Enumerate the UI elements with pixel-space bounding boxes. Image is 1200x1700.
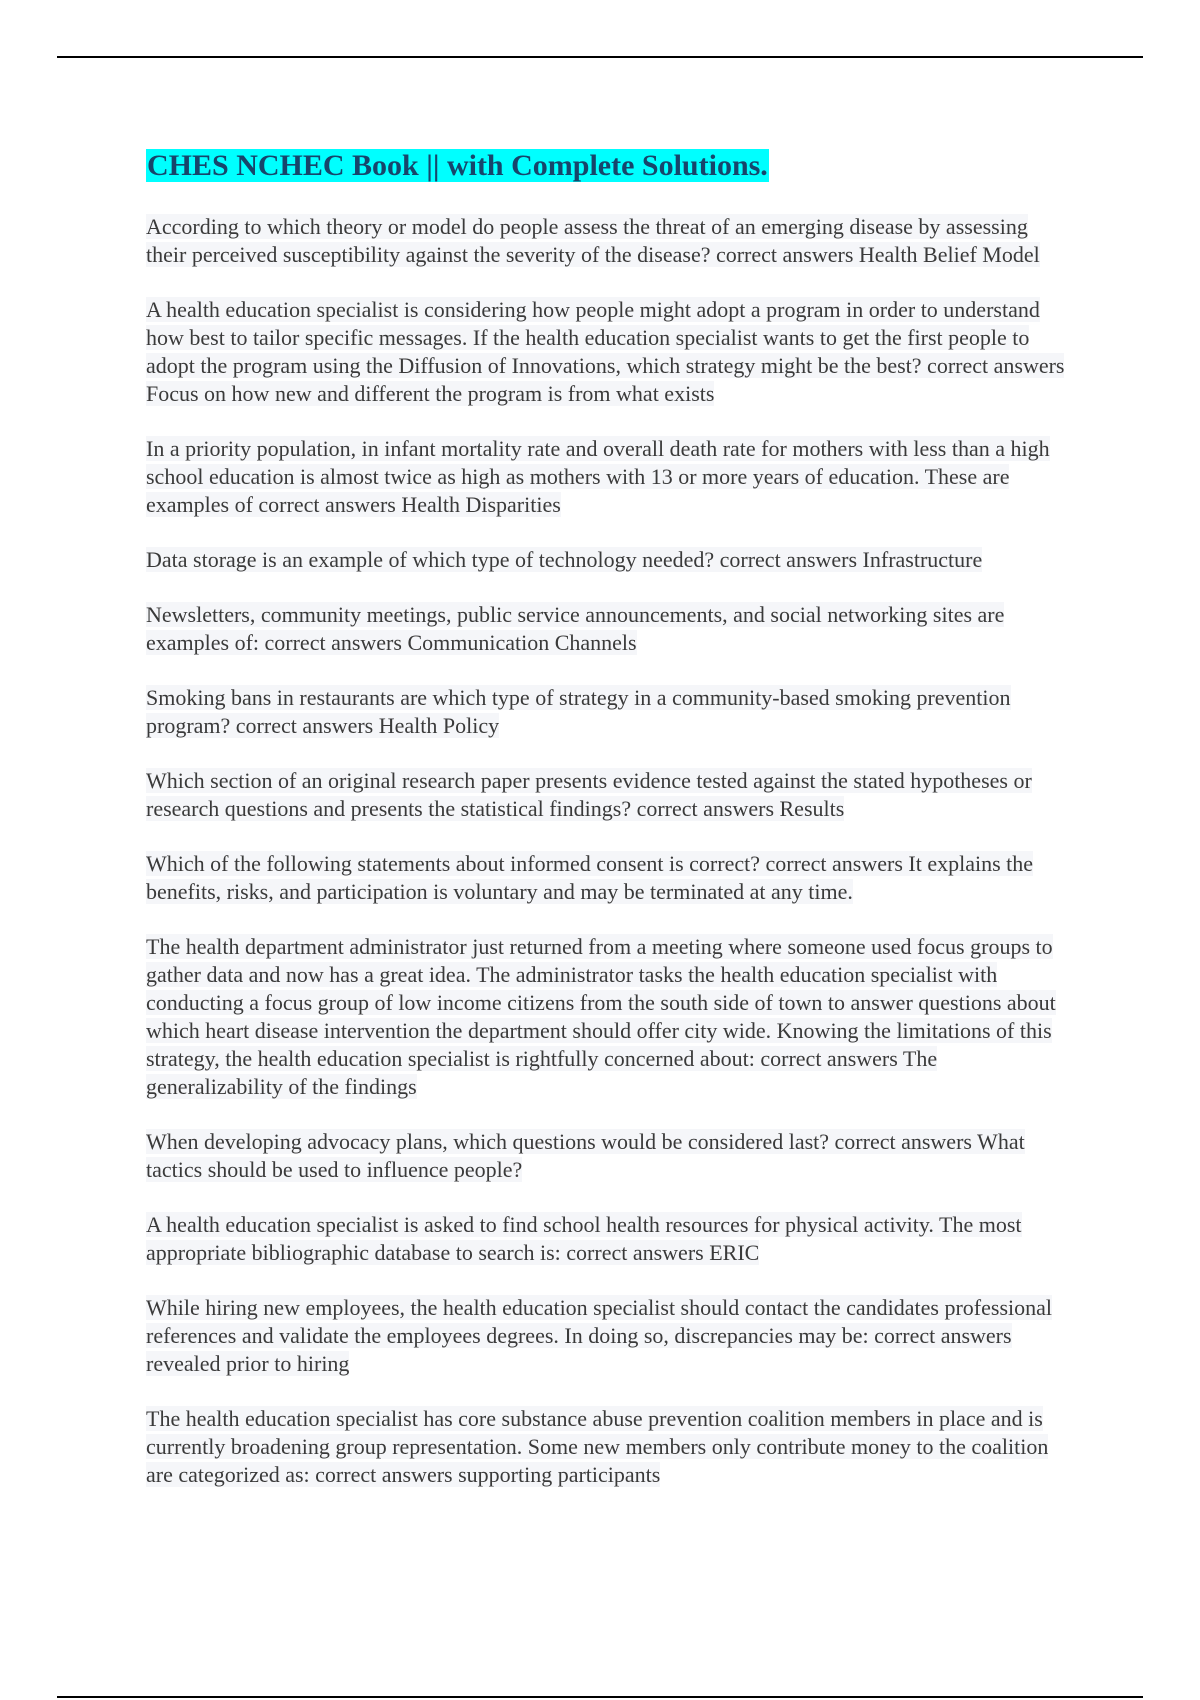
qa-text: A health education specialist is considering how people might adopt a program in order to understand how best to tailor specific messages. If the health education specialist wants to get the first people to adopt the program using the Diffusion of Innovations, which strategy might be the best? correct answers Focus on how new and different the program is from what exists	[146, 297, 1065, 406]
title-line	[146, 148, 1066, 189]
qa-text: While hiring new employees, the health education specialist should contact the candidates professional references and validate the employees degrees. In doing so, discrepancies may be: correct answers revealed prior to hiring	[146, 1295, 1052, 1376]
qa-text: Newsletters, community meetings, public service announcements, and social networking sites are examples of: correct answers Communication Channels	[146, 602, 1005, 655]
qa-text: According to which theory or model do people assess the threat of an emerging disease by assessing their perceived susceptibility against the severity of the disease? correct answers Health Belief Model	[146, 214, 1040, 267]
document-body	[146, 148, 1066, 1516]
qa-item	[146, 601, 1066, 657]
qa-text: When developing advocacy plans, which questions would be considered last? correct answers What tactics should be used to influence people?	[146, 1129, 1025, 1182]
qa-item	[146, 933, 1066, 1101]
qa-item	[146, 767, 1066, 823]
document-title: CHES NCHEC Book || with Complete Solutions.	[147, 149, 768, 182]
qa-text: In a priority population, in infant mortality rate and overall death rate for mothers with less than a high school education is almost twice as high as mothers with 13 or more years of education. These are examples of correct answers Health Disparities	[146, 436, 1050, 517]
qa-item	[146, 1211, 1066, 1267]
qa-text: Which section of an original research paper presents evidence tested against the stated hypotheses or research questions and presents the statistical findings? correct answers Results	[146, 768, 1032, 821]
qa-item	[146, 546, 1066, 574]
header-rule	[57, 56, 1143, 58]
qa-text: Which of the following statements about informed consent is correct? correct answers It explains the benefits, risks, and participation is voluntary and may be terminated at any time.	[146, 851, 1034, 904]
qa-item	[146, 850, 1066, 906]
qa-item	[146, 1405, 1066, 1489]
qa-item	[146, 296, 1066, 408]
qa-item	[146, 1294, 1066, 1378]
qa-text: The health department administrator just returned from a meeting where someone used focus groups to gather data and now has a great idea. The administrator tasks the health education specialist with conducting a focus group of low income citizens from the south side of town to answer questions about which heart disease intervention the department should offer city wide. Knowing the limitations of this strategy, the health education specialist is rightfully concerned about: correct answers The generalizability of the findings	[146, 934, 1056, 1099]
footer-rule	[57, 1696, 1143, 1698]
qa-item	[146, 213, 1066, 269]
qa-text: A health education specialist is asked to find school health resources for physical activity. The most appropriate bibliographic database to search is: correct answers ERIC	[146, 1212, 1022, 1265]
qa-text: Smoking bans in restaurants are which type of strategy in a community-based smoking prevention program? correct answers Health Policy	[146, 685, 1011, 738]
qa-item	[146, 1128, 1066, 1184]
qa-text: The health education specialist has core substance abuse prevention coalition members in place and is currently broadening group representation. Some new members only contribute money to the coalition are categorized as: correct answers supporting participants	[146, 1406, 1049, 1487]
qa-item	[146, 435, 1066, 519]
qa-text: Data storage is an example of which type of technology needed? correct answers Infrastructure	[146, 547, 983, 572]
qa-item	[146, 684, 1066, 740]
